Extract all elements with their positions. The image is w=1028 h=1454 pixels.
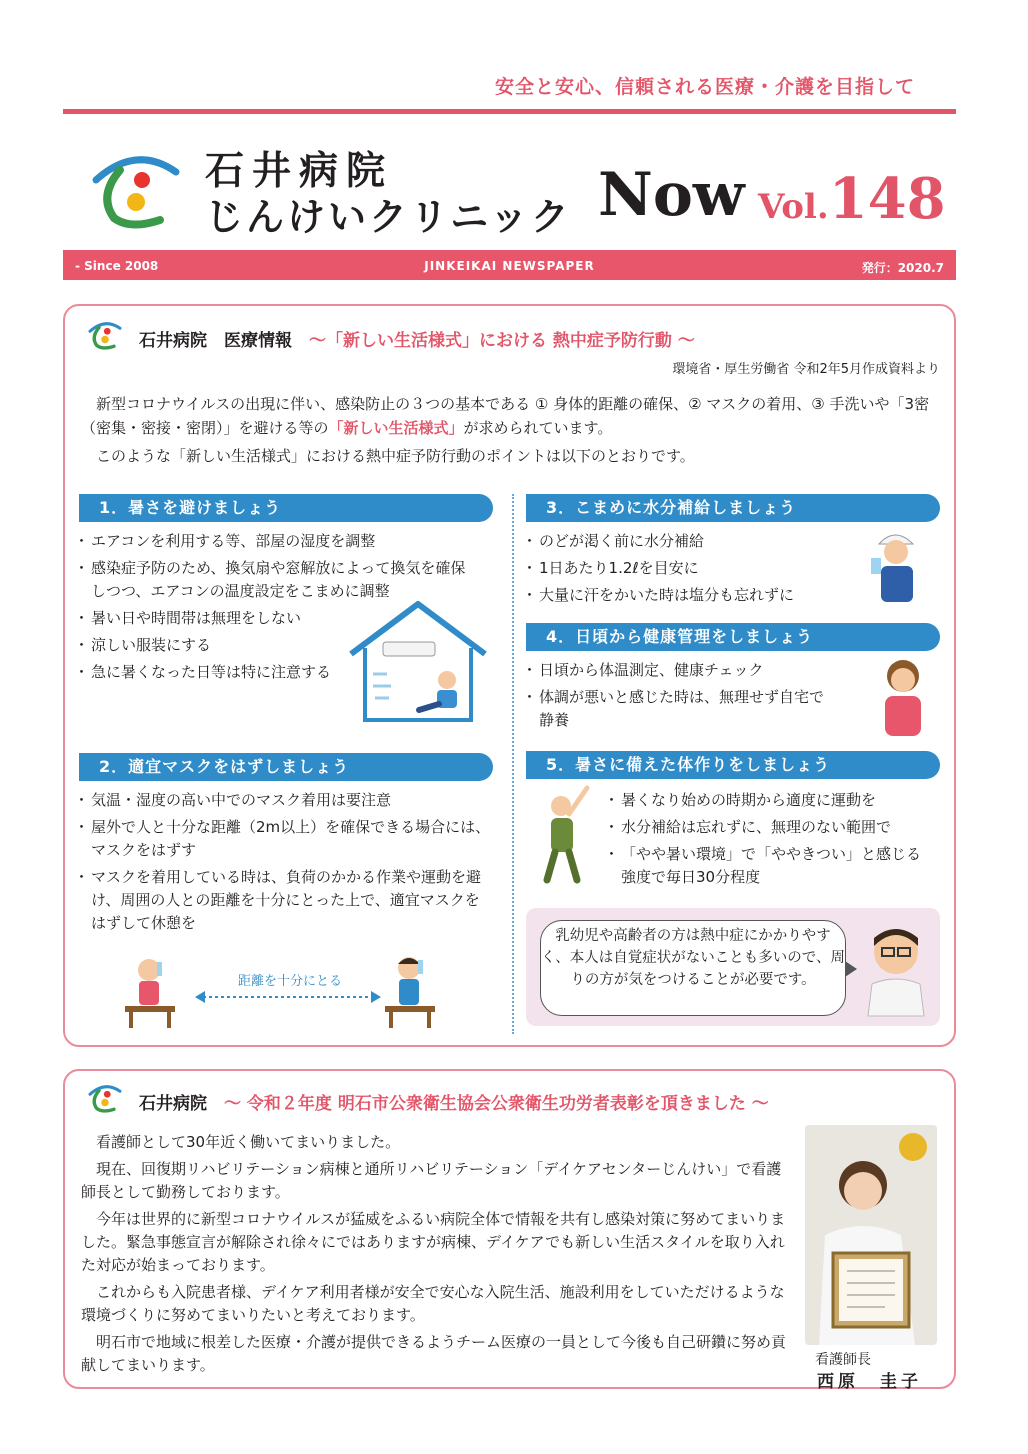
section-4-list [525,659,825,736]
worker-drinking-illustration [863,524,929,606]
tagline: 安全と安心、信頼される医療・介護を目指して [494,76,915,98]
vol-prefix: Vol. [758,187,829,227]
column-divider [512,494,514,1034]
section-title-1: 1．暑さを避けましょう [79,494,493,522]
source-note: 環境省・厚生労働省 令和2年5月作成資料より [672,362,940,377]
vol-number: 148 [828,166,946,232]
volume-number [758,166,946,232]
caption-name: 西原 圭子 [817,1372,922,1392]
woman-thermometer-illustration [873,654,933,738]
article-heatstroke [63,304,956,1047]
title-hospital: 石井病院 [205,149,394,194]
list-item: ・ 気温・湿度の高い中でのマスク着用は要注意 [77,789,491,812]
section-title-5: 5．暑さに備えた体作りをしましょう [526,751,940,779]
advice-bubble: 乳幼児や高齢者の方は熱中症にかかりやすく、本人は自覚症状がないことも多いので、周りの方が気をつけることが必要です。 [540,920,846,1016]
list-item: ・ 感染症予防のため、換気扇や窓解放によって換気を確保しつつ、エアコンの温度設定をこまめに調整 [77,557,477,603]
list-item: ・ 急に暑くなった日等は特に注意する [77,661,347,684]
advice-box [526,908,940,1026]
list-item: ・ 水分補給は忘れずに、無理のない範囲で [607,816,947,839]
list-item: ・ 日頃から体温測定、健康チェック [525,659,825,682]
paragraph: これからも入院患者様、デイケア利用者様が安全で安心な入院生活、施設利用をしていただけるような環境づくりに努めてまいりたいと考えております。 [81,1283,785,1324]
list-item: ・ 暑い日や時間帯は無理をしない [77,607,477,630]
title-clinic: じんけいクリニック [205,195,572,239]
intro-highlight: 「新しい生活様式」 [328,419,464,437]
list-item: ・ エアコンを利用する等、部屋の湿度を調整 [77,530,477,553]
section-title-3: 3．こまめに水分補給しましょう [526,494,940,522]
list-item: ・ 体調が悪いと感じた時は、無理せず自宅で静養 [525,686,825,732]
article-headline: ～「新しい生活様式」における 熱中症予防行動 ～ [309,331,695,351]
list-item: ・ 涼しい服装にする [77,634,477,657]
nurse-portrait-illustration [805,1125,937,1345]
article-header [139,1089,769,1114]
hospital-logo-icon [87,1083,123,1113]
list-item: ・ 暑くなり始めの時期から適度に運動を [607,789,947,812]
section-2-list [77,789,491,939]
caption-role: 看護師長 [815,1352,871,1368]
since-label: - Since 2008 [75,259,159,273]
elderly-stretching-illustration [531,784,595,884]
doctor-illustration [858,920,934,1018]
list-item: ・ のどが渇く前に水分補給 [525,530,845,553]
paragraph: 看護師として30年近く働いてまいりました。 [96,1133,401,1151]
article-body [81,1131,793,1381]
paragraph: 現在、回復期リハビリテーション病棟と通所リハビリテーション「デイケアセンターじんけい」で看護師長として勤務しております。 [81,1160,782,1201]
hospital-logo-icon [87,320,123,350]
intro-text-a: 新型コロナウイルスの出現に伴い、感染防止の３つの基本である ① 身体的距離の確保、② マスクの着用、③ 手洗いや「3密（密集・密接・密閉）」を避ける等の [81,395,930,437]
article-category: 医療情報 [224,331,292,351]
intro-paragraph-2: このような「新しい生活様式」における熱中症予防行動のポイントは以下のとおりです。 [96,447,695,465]
article-header [139,326,695,351]
intro-paragraph [81,392,943,440]
paper-name: JINKEIKAI NEWSPAPER [424,259,595,273]
section-3-list [525,530,845,611]
paragraph: 今年は世界的に新型コロナウイルスが猛威をふるい病院全体で情報を共有し感染対策に努めてまいりました。緊急事態宣言が解除され徐々にではありますが病棟、デイケアでも新しい生活スタイルを取り入れた対応が始まっております。 [81,1210,786,1274]
distance-label: 距離を十分にとる [237,974,342,989]
intro-text [81,392,943,468]
article-org: 石井病院 [139,331,207,351]
article-headline: ～ 令和２年度 明石市公衆衛生協会公衆衛生功労者表彰を頂きました ～ [224,1094,769,1114]
award-photo [805,1125,937,1345]
article-award [63,1069,956,1392]
list-item: ・ 大量に汗をかいた時は塩分も忘れずに [525,584,845,607]
list-item: ・ マスクを着用している時は、負荷のかかる作業や運動を避け、周囲の人との距離を十分にとった上で、適宜マスクをはずして休憩を [77,866,491,935]
article-org: 石井病院 [139,1094,207,1114]
distance-arrow-icon [193,991,383,1003]
list-item: ・ 屋外で人と十分な距離（2m以上）を確保できる場合には、マスクをはずす [77,816,491,862]
girl-drinking-illustration [119,954,181,1030]
paragraph: 明石市で地域に根差した医療・介護が提供できるようチーム医療の一員として今後も自己研鑽に努め貢献してまいります。 [81,1333,787,1374]
section-5-list [607,789,947,893]
list-item: ・ 1日あたり1.2ℓを目安に [525,557,845,580]
list-item: ・ 「やや暑い環境」で「ややきつい」と感じる強度で毎日30分程度 [607,843,925,889]
issue-date: 発行：2020.7 [861,261,944,275]
top-rule [63,109,956,114]
boy-drinking-illustration [379,952,441,1030]
title-now: Now [598,160,745,230]
house-aircon-illustration [343,598,493,724]
hospital-logo-icon [90,150,182,230]
section-title-2: 2．適宜マスクをはずしましょう [79,753,493,781]
section-title-4: 4．日頃から健康管理をしましょう [526,623,940,651]
header-band [63,250,956,280]
intro-text-b: が求められています。 [463,419,613,437]
